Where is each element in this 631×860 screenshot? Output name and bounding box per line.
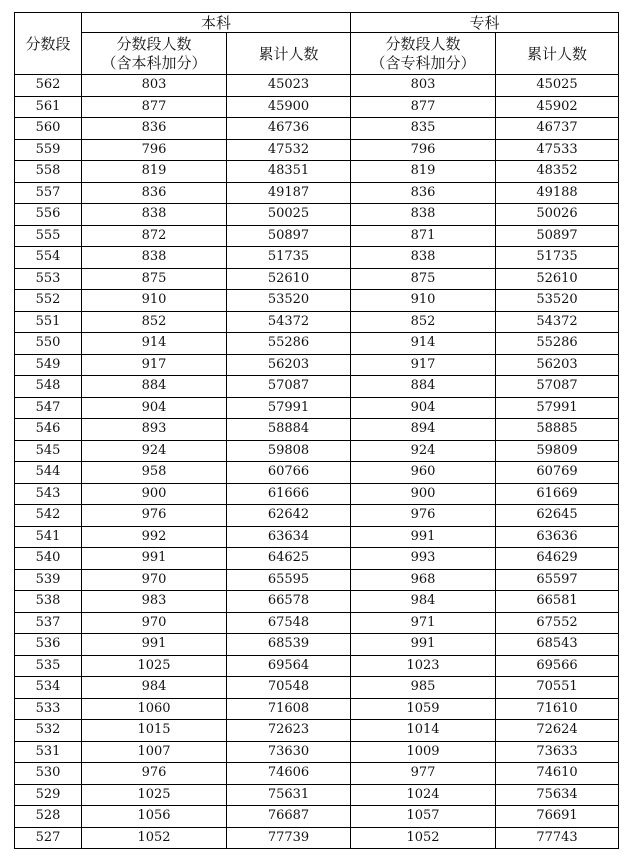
benke-cumulative-cell: 74606: [227, 763, 351, 785]
score-cell: 530: [15, 763, 82, 785]
table-row: [15, 290, 619, 312]
zhuanke-cumulative-cell: 60769: [496, 462, 619, 484]
benke-cumulative-cell: 57991: [227, 397, 351, 419]
zhuanke-cumulative-cell: 74610: [496, 763, 619, 785]
zhuanke-cumulative-cell: 77743: [496, 827, 619, 849]
score-cell: 559: [15, 139, 82, 161]
zhuanke-count-cell: 1014: [351, 720, 496, 742]
table-row: [15, 720, 619, 742]
score-cell: 543: [15, 483, 82, 505]
benke-count-cell: 1056: [82, 806, 227, 828]
score-cell: 544: [15, 462, 82, 484]
zhuanke-count-cell: 1059: [351, 698, 496, 720]
benke-cumulative-cell: 76687: [227, 806, 351, 828]
benke-cumulative-cell: 56203: [227, 354, 351, 376]
zhuanke-count-cell: 1024: [351, 784, 496, 806]
zhuanke-cumulative-cell: 50026: [496, 204, 619, 226]
zhuanke-count-cell: 904: [351, 397, 496, 419]
benke-cumulative-cell: 57087: [227, 376, 351, 398]
zhuanke-count-cell: 917: [351, 354, 496, 376]
zhuanke-count-cell: 894: [351, 419, 496, 441]
score-cell: 545: [15, 440, 82, 462]
zhuanke-cumulative-cell: 55286: [496, 333, 619, 355]
score-cell: 542: [15, 505, 82, 527]
table-row: [15, 784, 619, 806]
score-cell: 547: [15, 397, 82, 419]
zhuanke-count-cell: 971: [351, 612, 496, 634]
benke-cumulative-cell: 66578: [227, 591, 351, 613]
score-cell: 537: [15, 612, 82, 634]
zhuanke-cumulative-cell: 54372: [496, 311, 619, 333]
table-row: [15, 139, 619, 161]
benke-cumulative-cell: 48351: [227, 161, 351, 183]
table-row: [15, 569, 619, 591]
zhuanke-cumulative-cell: 63636: [496, 526, 619, 548]
zhuanke-count-cell: 875: [351, 268, 496, 290]
score-cell: 551: [15, 311, 82, 333]
score-cell: 540: [15, 548, 82, 570]
zhuanke-count-cell: 968: [351, 569, 496, 591]
zhuanke-count-cell: 836: [351, 182, 496, 204]
table-row: [15, 483, 619, 505]
zhuanke-cumulative-cell: 50897: [496, 225, 619, 247]
zhuanke-count-cell: 976: [351, 505, 496, 527]
benke-cumulative-cell: 54372: [227, 311, 351, 333]
table-row: [15, 548, 619, 570]
benke-cumulative-cell: 59808: [227, 440, 351, 462]
zhuanke-cumulative-cell: 48352: [496, 161, 619, 183]
header-row-sub: [15, 33, 619, 75]
score-cell: 527: [15, 827, 82, 849]
zhuanke-cumulative-cell: 52610: [496, 268, 619, 290]
zhuanke-count-cell: 985: [351, 677, 496, 699]
benke-count-cell: 1015: [82, 720, 227, 742]
benke-cumulative-cell: 60766: [227, 462, 351, 484]
zhuanke-cumulative-cell: 65597: [496, 569, 619, 591]
zhuanke-count-cell: 803: [351, 75, 496, 97]
score-cell: 534: [15, 677, 82, 699]
benke-cumulative-cell: 51735: [227, 247, 351, 269]
zhuanke-cumulative-cell: 62645: [496, 505, 619, 527]
zhuanke-cumulative-cell: 45025: [496, 75, 619, 97]
benke-count-cell: 900: [82, 483, 227, 505]
benke-count-cell: 875: [82, 268, 227, 290]
table-row: [15, 354, 619, 376]
zhuanke-cumulative-cell: 59809: [496, 440, 619, 462]
zhuanke-count-cell: 1023: [351, 655, 496, 677]
zhuanke-count-cell: 852: [351, 311, 496, 333]
zhuanke-cumulative-cell: 46737: [496, 118, 619, 140]
table-row: [15, 225, 619, 247]
zhuanke-count-cell: 960: [351, 462, 496, 484]
benke-count-cell: 1025: [82, 655, 227, 677]
zhuanke-count-cell: 838: [351, 204, 496, 226]
table-row: [15, 311, 619, 333]
header-row-top: [15, 13, 619, 33]
zhuanke-count-cell: 835: [351, 118, 496, 140]
score-cell: 548: [15, 376, 82, 398]
score-cell: 535: [15, 655, 82, 677]
benke-cumulative-cell: 61666: [227, 483, 351, 505]
benke-cumulative-cell: 70548: [227, 677, 351, 699]
table-row: [15, 376, 619, 398]
table-row: [15, 397, 619, 419]
table-row: [15, 612, 619, 634]
benke-cumulative-cell: 53520: [227, 290, 351, 312]
table-row: [15, 526, 619, 548]
zhuanke-cumulative-header: 累计人数: [496, 33, 619, 75]
zhuanke-count-cell: 1057: [351, 806, 496, 828]
table-row: [15, 741, 619, 763]
benke-count-cell: 924: [82, 440, 227, 462]
table-row: [15, 655, 619, 677]
score-cell: 561: [15, 96, 82, 118]
zhuanke-cumulative-cell: 45902: [496, 96, 619, 118]
zhuanke-count-cell: 1009: [351, 741, 496, 763]
benke-count-cell: 852: [82, 311, 227, 333]
zhuanke-count-cell: 1052: [351, 827, 496, 849]
zhuanke-count-cell: 993: [351, 548, 496, 570]
benke-cumulative-cell: 73630: [227, 741, 351, 763]
benke-cumulative-header: 累计人数: [227, 33, 351, 75]
benke-cumulative-cell: 55286: [227, 333, 351, 355]
table-row: [15, 827, 619, 849]
benke-cumulative-cell: 68539: [227, 634, 351, 656]
table-row: [15, 634, 619, 656]
benke-count-cell: 872: [82, 225, 227, 247]
table-row: [15, 505, 619, 527]
zhuanke-count-cell: 871: [351, 225, 496, 247]
benke-cumulative-cell: 62642: [227, 505, 351, 527]
zhuanke-count-cell: 910: [351, 290, 496, 312]
table-body: [15, 75, 619, 849]
score-cell: 528: [15, 806, 82, 828]
benke-count-cell: 1060: [82, 698, 227, 720]
benke-cumulative-cell: 47532: [227, 139, 351, 161]
zhuanke-cumulative-cell: 67552: [496, 612, 619, 634]
score-column-header: 分数段: [15, 13, 82, 75]
benke-cumulative-cell: 50897: [227, 225, 351, 247]
benke-count-cell: 991: [82, 548, 227, 570]
benke-cumulative-cell: 75631: [227, 784, 351, 806]
zhuanke-count-cell: 991: [351, 634, 496, 656]
benke-cumulative-cell: 77739: [227, 827, 351, 849]
table-row: [15, 698, 619, 720]
zhuanke-cumulative-cell: 68543: [496, 634, 619, 656]
zhuanke-count-cell: 924: [351, 440, 496, 462]
benke-cumulative-cell: 65595: [227, 569, 351, 591]
benke-count-cell: 910: [82, 290, 227, 312]
benke-count-cell: 984: [82, 677, 227, 699]
score-cell: 541: [15, 526, 82, 548]
score-cell: 555: [15, 225, 82, 247]
table-row: [15, 118, 619, 140]
benke-count-cell: 976: [82, 505, 227, 527]
benke-cumulative-cell: 71608: [227, 698, 351, 720]
benke-count-cell: 819: [82, 161, 227, 183]
benke-count-cell: 1025: [82, 784, 227, 806]
benke-count-cell: 877: [82, 96, 227, 118]
zhuanke-cumulative-cell: 72624: [496, 720, 619, 742]
score-cell: 546: [15, 419, 82, 441]
zhuanke-count-cell: 838: [351, 247, 496, 269]
zhuanke-count-cell: 900: [351, 483, 496, 505]
table-row: [15, 161, 619, 183]
benke-count-cell: 1007: [82, 741, 227, 763]
table-row: [15, 333, 619, 355]
zhuanke-cumulative-cell: 56203: [496, 354, 619, 376]
benke-count-cell: 836: [82, 118, 227, 140]
table-row: [15, 677, 619, 699]
score-cell: 531: [15, 741, 82, 763]
benke-count-cell: 970: [82, 612, 227, 634]
zhuanke-count-cell: 819: [351, 161, 496, 183]
table-row: [15, 268, 619, 290]
score-cell: 552: [15, 290, 82, 312]
benke-count-header: 分数段人数 （含本科加分）: [82, 33, 227, 75]
score-cell: 538: [15, 591, 82, 613]
table-row: [15, 462, 619, 484]
score-cell: 560: [15, 118, 82, 140]
benke-count-cell: 884: [82, 376, 227, 398]
score-cell: 529: [15, 784, 82, 806]
benke-count-cell: 893: [82, 419, 227, 441]
benke-cumulative-cell: 64625: [227, 548, 351, 570]
benke-count-cell: 803: [82, 75, 227, 97]
zhuanke-cumulative-cell: 66581: [496, 591, 619, 613]
zhuanke-cumulative-cell: 69566: [496, 655, 619, 677]
benke-count-cell: 991: [82, 634, 227, 656]
zhuanke-count-cell: 984: [351, 591, 496, 613]
table-row: [15, 75, 619, 97]
benke-cumulative-cell: 45023: [227, 75, 351, 97]
zhuanke-count-header: 分数段人数 （含专科加分）: [351, 33, 496, 75]
benke-cumulative-cell: 67548: [227, 612, 351, 634]
table-row: [15, 204, 619, 226]
score-cell: 557: [15, 182, 82, 204]
table-row: [15, 806, 619, 828]
benke-count-cell: 838: [82, 204, 227, 226]
zhuanke-count-cell: 977: [351, 763, 496, 785]
zhuanke-cumulative-cell: 57991: [496, 397, 619, 419]
benke-count-cell: 983: [82, 591, 227, 613]
benke-cumulative-cell: 45900: [227, 96, 351, 118]
score-cell: 539: [15, 569, 82, 591]
zhuanke-group-header: 专科: [351, 13, 619, 33]
table-row: [15, 763, 619, 785]
score-cell: 549: [15, 354, 82, 376]
benke-count-cell: 796: [82, 139, 227, 161]
benke-count-cell: 838: [82, 247, 227, 269]
score-cell: 562: [15, 75, 82, 97]
benke-cumulative-cell: 72623: [227, 720, 351, 742]
zhuanke-cumulative-cell: 47533: [496, 139, 619, 161]
score-cell: 536: [15, 634, 82, 656]
zhuanke-cumulative-cell: 71610: [496, 698, 619, 720]
zhuanke-cumulative-cell: 61669: [496, 483, 619, 505]
score-cell: 558: [15, 161, 82, 183]
benke-cumulative-cell: 63634: [227, 526, 351, 548]
zhuanke-cumulative-cell: 53520: [496, 290, 619, 312]
score-cell: 532: [15, 720, 82, 742]
benke-cumulative-cell: 46736: [227, 118, 351, 140]
table-row: [15, 419, 619, 441]
benke-cumulative-cell: 49187: [227, 182, 351, 204]
benke-cumulative-cell: 69564: [227, 655, 351, 677]
table-row: [15, 182, 619, 204]
table-row: [15, 591, 619, 613]
zhuanke-cumulative-cell: 73633: [496, 741, 619, 763]
score-cell: 554: [15, 247, 82, 269]
benke-count-cell: 917: [82, 354, 227, 376]
benke-count-cell: 836: [82, 182, 227, 204]
zhuanke-count-cell: 914: [351, 333, 496, 355]
zhuanke-cumulative-cell: 76691: [496, 806, 619, 828]
benke-count-cell: 970: [82, 569, 227, 591]
score-cell: 533: [15, 698, 82, 720]
zhuanke-cumulative-cell: 75634: [496, 784, 619, 806]
benke-cumulative-cell: 52610: [227, 268, 351, 290]
zhuanke-cumulative-cell: 49188: [496, 182, 619, 204]
benke-count-cell: 992: [82, 526, 227, 548]
zhuanke-cumulative-cell: 58885: [496, 419, 619, 441]
benke-count-cell: 958: [82, 462, 227, 484]
benke-count-cell: 904: [82, 397, 227, 419]
benke-cumulative-cell: 58884: [227, 419, 351, 441]
zhuanke-count-cell: 877: [351, 96, 496, 118]
table-row: [15, 96, 619, 118]
zhuanke-cumulative-cell: 51735: [496, 247, 619, 269]
benke-count-cell: 914: [82, 333, 227, 355]
zhuanke-cumulative-cell: 64629: [496, 548, 619, 570]
score-cell: 556: [15, 204, 82, 226]
benke-cumulative-cell: 50025: [227, 204, 351, 226]
benke-group-header: 本科: [82, 13, 351, 33]
table-header: [15, 13, 619, 75]
benke-count-cell: 1052: [82, 827, 227, 849]
table-row: [15, 247, 619, 269]
zhuanke-cumulative-cell: 70551: [496, 677, 619, 699]
score-cell: 553: [15, 268, 82, 290]
zhuanke-count-cell: 884: [351, 376, 496, 398]
zhuanke-cumulative-cell: 57087: [496, 376, 619, 398]
benke-count-cell: 976: [82, 763, 227, 785]
zhuanke-count-cell: 796: [351, 139, 496, 161]
zhuanke-count-cell: 991: [351, 526, 496, 548]
table-row: [15, 440, 619, 462]
score-distribution-table: [14, 12, 619, 849]
score-cell: 550: [15, 333, 82, 355]
